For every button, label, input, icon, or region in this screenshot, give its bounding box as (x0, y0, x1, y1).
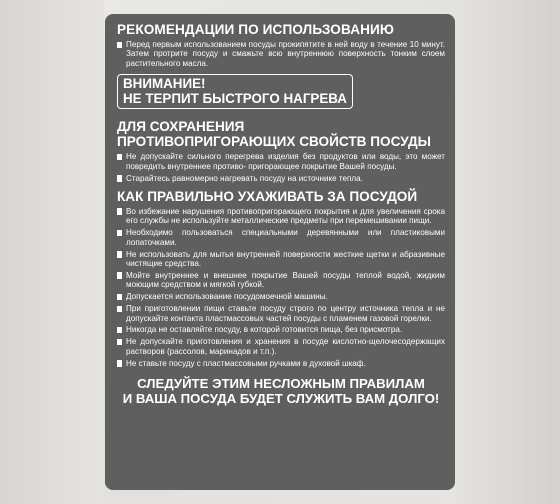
list-item-text: Никогда не оставляйте посуду, в которой готовится пища, без присмотра. (126, 325, 403, 335)
list-item-text: Не допускайте сильного перегрева изделия без продуктов или воды, это может повредить внутреннее противо- пригорающее покрытие Вашей посуды. (126, 152, 445, 171)
bullet-square-icon (117, 175, 122, 182)
list-item-text: Допускается использование посудомоечной машины. (126, 292, 328, 302)
list-item-text: Мойте внутреннее и внешнее покрытие Вашей посуды теплой водой, жидким моющим средством и мягкой губкой. (126, 270, 445, 290)
bullet-square-icon (117, 230, 122, 237)
section-title-nonstick-line-1: ДЛЯ СОХРАНЕНИЯ (117, 119, 245, 135)
list-item-text: Не ставьте посуду с пластмассовыми ручками в духовой шкаф. (126, 358, 366, 368)
bullet-square-icon (117, 251, 122, 258)
care-list (117, 207, 445, 368)
list-item (117, 325, 445, 334)
bullet-square-icon (117, 208, 122, 215)
instructions-card (105, 14, 455, 490)
bullet-square-icon (117, 154, 122, 161)
list-item-text: Не допускайте приготовления и хранения в посуде кислотно-щелочесодержащих растворов (рассолов, маринадов и т.п.). (126, 337, 445, 356)
closing-message-line-1: СЛЕДУЙТЕ ЭТИМ НЕСЛОЖНЫМ ПРАВИЛАМ (137, 376, 425, 392)
bullet-square-icon (117, 339, 122, 346)
section-title-nonstick (117, 119, 445, 149)
list-item-text: Не использовать для мытья внутренней поверхности жесткие щетки и абразивные чистящие средства. (126, 249, 445, 268)
bullet-square-icon (117, 360, 122, 367)
list-item (117, 337, 445, 356)
list-item (117, 304, 445, 323)
section-title-nonstick-line-2: ПРОТИВОПРИГОРАЮЩИХ СВОЙСТВ ПОСУДЫ (117, 134, 431, 150)
list-item (117, 271, 445, 290)
bullet-square-icon (117, 327, 122, 334)
warning-line-2: НЕ ТЕРПИТ БЫСТРОГО НАГРЕВА (123, 91, 347, 107)
warning-line-1: ВНИМАНИЕ! (123, 76, 206, 92)
list-item (117, 174, 445, 183)
closing-message-line-2: И ВАША ПОСУДА БУДЕТ СЛУЖИТЬ ВАМ ДОЛГО! (122, 391, 440, 407)
list-item-text: При приготовлении пищи ставьте посуду строго по центру источника тепла и не допускайте контакта пластмассовых частей посуды с пламенем газовой горелки. (126, 304, 445, 323)
list-item-text: Во избежание нарушения противопригорающего покрытия и для увеличения срока его службы не используйте металлические предметы при перемешивании пищи. (126, 206, 445, 226)
list-item (117, 228, 445, 247)
list-item (117, 250, 445, 269)
list-item (117, 359, 445, 368)
section-title-care: КАК ПРАВИЛЬНО УХАЖИВАТЬ ЗА ПОСУДОЙ (117, 188, 418, 204)
bullet-square-icon (117, 306, 122, 313)
intro-text: Перед первым использованием посуды прокипятите в ней воду в течение 10 минут. Затем протрите посуду и смажьте всю внутреннюю поверхность тонким слоем растительного масла. (126, 40, 445, 68)
section-title-usage: РЕКОМЕНДАЦИИ ПО ИСПОЛЬЗОВАНИЮ (117, 22, 395, 37)
background-left (0, 0, 104, 504)
bullet-square-icon (117, 272, 122, 279)
warning-box (117, 74, 353, 109)
list-item (117, 207, 445, 226)
bullet-square-icon (117, 294, 122, 301)
list-item-text: Необходимо пользоваться специальными деревянными или пластиковыми лопаточками. (126, 228, 445, 247)
list-item (117, 152, 445, 171)
nonstick-list (117, 152, 445, 183)
background-right (456, 0, 560, 504)
list-item-text: Старайтесь равномерно нагревать посуду на источнике тепла. (126, 173, 363, 183)
list-item (117, 292, 445, 301)
intro-paragraph (117, 40, 445, 68)
closing-message (117, 376, 445, 406)
bullet-square-icon (117, 42, 122, 49)
